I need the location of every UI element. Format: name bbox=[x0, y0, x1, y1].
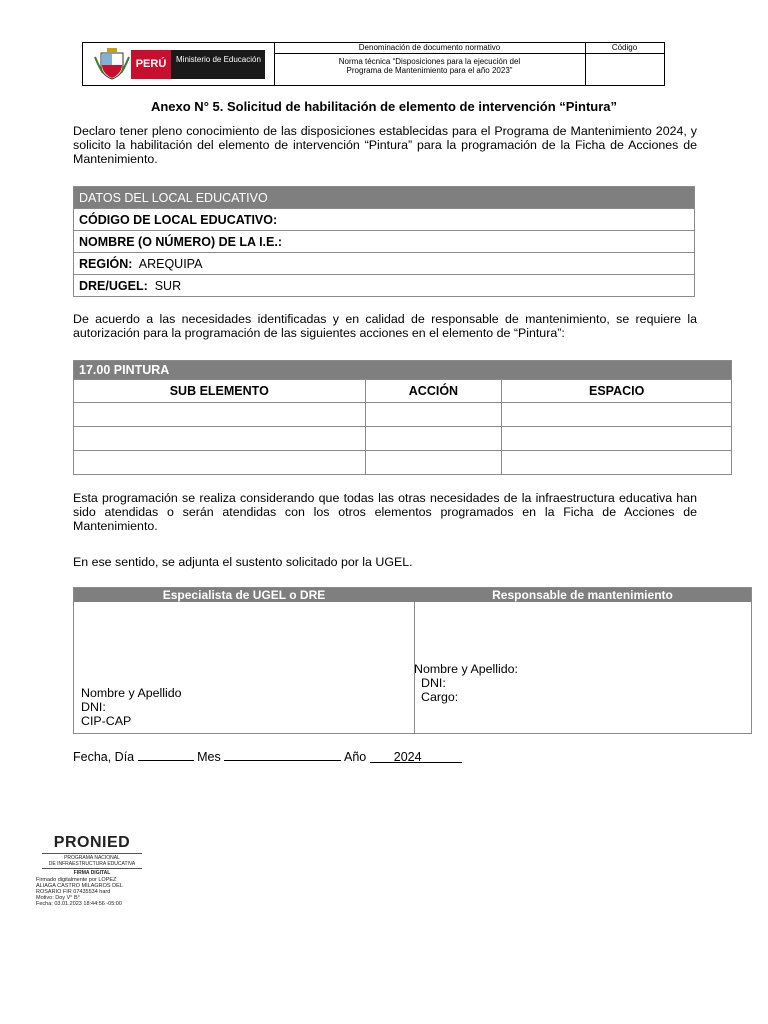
signature-table bbox=[73, 587, 752, 734]
attachment-paragraph: En ese sentido, se adjunta el sustento solicitado por la UGEL. bbox=[73, 555, 413, 569]
specialist-name-label: Nombre y Apellido bbox=[81, 686, 182, 700]
col-espacio: ESPACIO bbox=[502, 380, 732, 403]
sig-line1: Firmado digitalmente por LOPEZ bbox=[36, 877, 117, 883]
responsible-name-label: Nombre y Apellido: bbox=[414, 662, 518, 676]
datos-heading: DATOS DEL LOCAL EDUCATIVO bbox=[74, 187, 695, 209]
region-row bbox=[74, 253, 695, 275]
dia-field[interactable] bbox=[138, 748, 194, 761]
anio-field[interactable] bbox=[370, 750, 462, 763]
specialist-cip-label: CIP-CAP bbox=[81, 714, 132, 728]
date-line bbox=[73, 748, 462, 764]
ministry-label: Ministerio de Educación bbox=[171, 50, 265, 79]
sig-line2: ALIAGA CASTRO MILAGROS DEL bbox=[36, 883, 123, 889]
logo-cell bbox=[83, 43, 275, 85]
region-value: AREQUIPA bbox=[138, 256, 203, 271]
table-cell[interactable] bbox=[74, 451, 366, 475]
dre-value: SUR bbox=[154, 278, 182, 293]
digital-signature-block bbox=[36, 877, 146, 907]
sig-line3: ROSARIO FIR 07435534 hard bbox=[36, 889, 111, 895]
datos-table bbox=[73, 186, 695, 297]
col-sub-elemento: SUB ELEMENTO bbox=[74, 380, 366, 403]
specialist-signature bbox=[81, 686, 182, 728]
dre-label: DRE/UGEL: bbox=[79, 278, 148, 293]
responsible-dni-label: DNI: bbox=[421, 676, 446, 690]
stamp-firma: FIRMA DIGITAL bbox=[73, 870, 111, 876]
page-title: Anexo N° 5. Solicitud de habilitación de elemento de intervención “Pintura” bbox=[150, 99, 618, 114]
pintura-heading: 17.00 PINTURA bbox=[74, 361, 732, 380]
pronied-stamp bbox=[40, 834, 144, 876]
doc-name bbox=[274, 57, 585, 75]
dia-label: Fecha, Día bbox=[73, 750, 135, 764]
doc-name-line1: Norma técnica “Disposiciones para la ejecución del bbox=[338, 57, 521, 66]
table-cell[interactable] bbox=[502, 403, 732, 427]
table-row bbox=[74, 451, 732, 475]
doc-name-caption: Denominación de documento normativo bbox=[358, 43, 501, 52]
anio-value: 2024 bbox=[393, 750, 422, 764]
code-cell bbox=[585, 43, 664, 85]
col-accion: ACCIÓN bbox=[365, 380, 502, 403]
table-cell[interactable] bbox=[365, 451, 502, 475]
nombre-label: NOMBRE (O NÚMERO) DE LA I.E.: bbox=[79, 234, 283, 249]
mes-field[interactable] bbox=[224, 748, 341, 761]
nombre-row bbox=[74, 231, 695, 253]
justification-paragraph: Esta programación se realiza considerando que todas las otras necesidades de la infraestructura educativa han sido atendidas o serán atendidas con los otros elementos programados en la Ficha de Acciones de Mantenimiento. bbox=[73, 491, 697, 533]
table-cell[interactable] bbox=[74, 427, 366, 451]
pintura-table bbox=[73, 360, 732, 475]
table-row bbox=[74, 403, 732, 427]
mes-label: Mes bbox=[197, 750, 221, 764]
table-cell[interactable] bbox=[502, 427, 732, 451]
sig-line4: Motivo: Doy V° B° bbox=[36, 895, 80, 901]
sig-line5: Fecha: 03.01.2023 18:44:56 -05:00 bbox=[36, 901, 122, 907]
stamp-line1: PROGRAMA NACIONAL bbox=[64, 855, 120, 861]
request-paragraph: De acuerdo a las necesidades identificadas y en calidad de responsable de mantenimiento, se requiere la autorización para la programación de las siguientes acciones en el elemento de “Pintura”: bbox=[73, 312, 697, 340]
specialist-dni-label: DNI: bbox=[81, 700, 106, 714]
codigo-label: CÓDIGO DE LOCAL EDUCATIVO: bbox=[79, 212, 278, 227]
document-header bbox=[82, 42, 665, 86]
table-cell[interactable] bbox=[74, 403, 366, 427]
dre-row bbox=[74, 275, 695, 297]
table-cell[interactable] bbox=[365, 403, 502, 427]
minedu-logo bbox=[93, 47, 265, 81]
table-row bbox=[74, 427, 732, 451]
codigo-row bbox=[74, 209, 695, 231]
coat-of-arms-icon bbox=[93, 47, 131, 81]
code-caption: Código bbox=[611, 43, 638, 52]
stamp-line2: DE INFRAESTRUCTURA EDUCATIVA bbox=[48, 861, 136, 867]
specialist-heading: Especialista de UGEL o DRE bbox=[74, 588, 414, 602]
table-cell[interactable] bbox=[502, 451, 732, 475]
region-label: REGIÓN: bbox=[79, 256, 133, 271]
responsible-signature bbox=[414, 662, 518, 704]
responsible-heading: Responsable de mantenimiento bbox=[414, 588, 751, 602]
doc-name-cell bbox=[274, 43, 586, 85]
pronied-logo: PRONIED bbox=[53, 834, 131, 851]
anio-label: Año bbox=[344, 750, 367, 764]
doc-name-line2: Programa de Mantenimiento para el año 2023” bbox=[346, 66, 513, 75]
peru-label: PERÚ bbox=[131, 50, 171, 79]
responsible-cargo-label: Cargo: bbox=[421, 690, 459, 704]
intro-paragraph: Declaro tener pleno conocimiento de las disposiciones establecidas para el Programa de Mantenimiento 2024, y solicito la habilitación del elemento de intervención “Pintura” para la programación de la Ficha de Acciones de Mantenimiento. bbox=[73, 124, 697, 166]
table-cell[interactable] bbox=[365, 427, 502, 451]
